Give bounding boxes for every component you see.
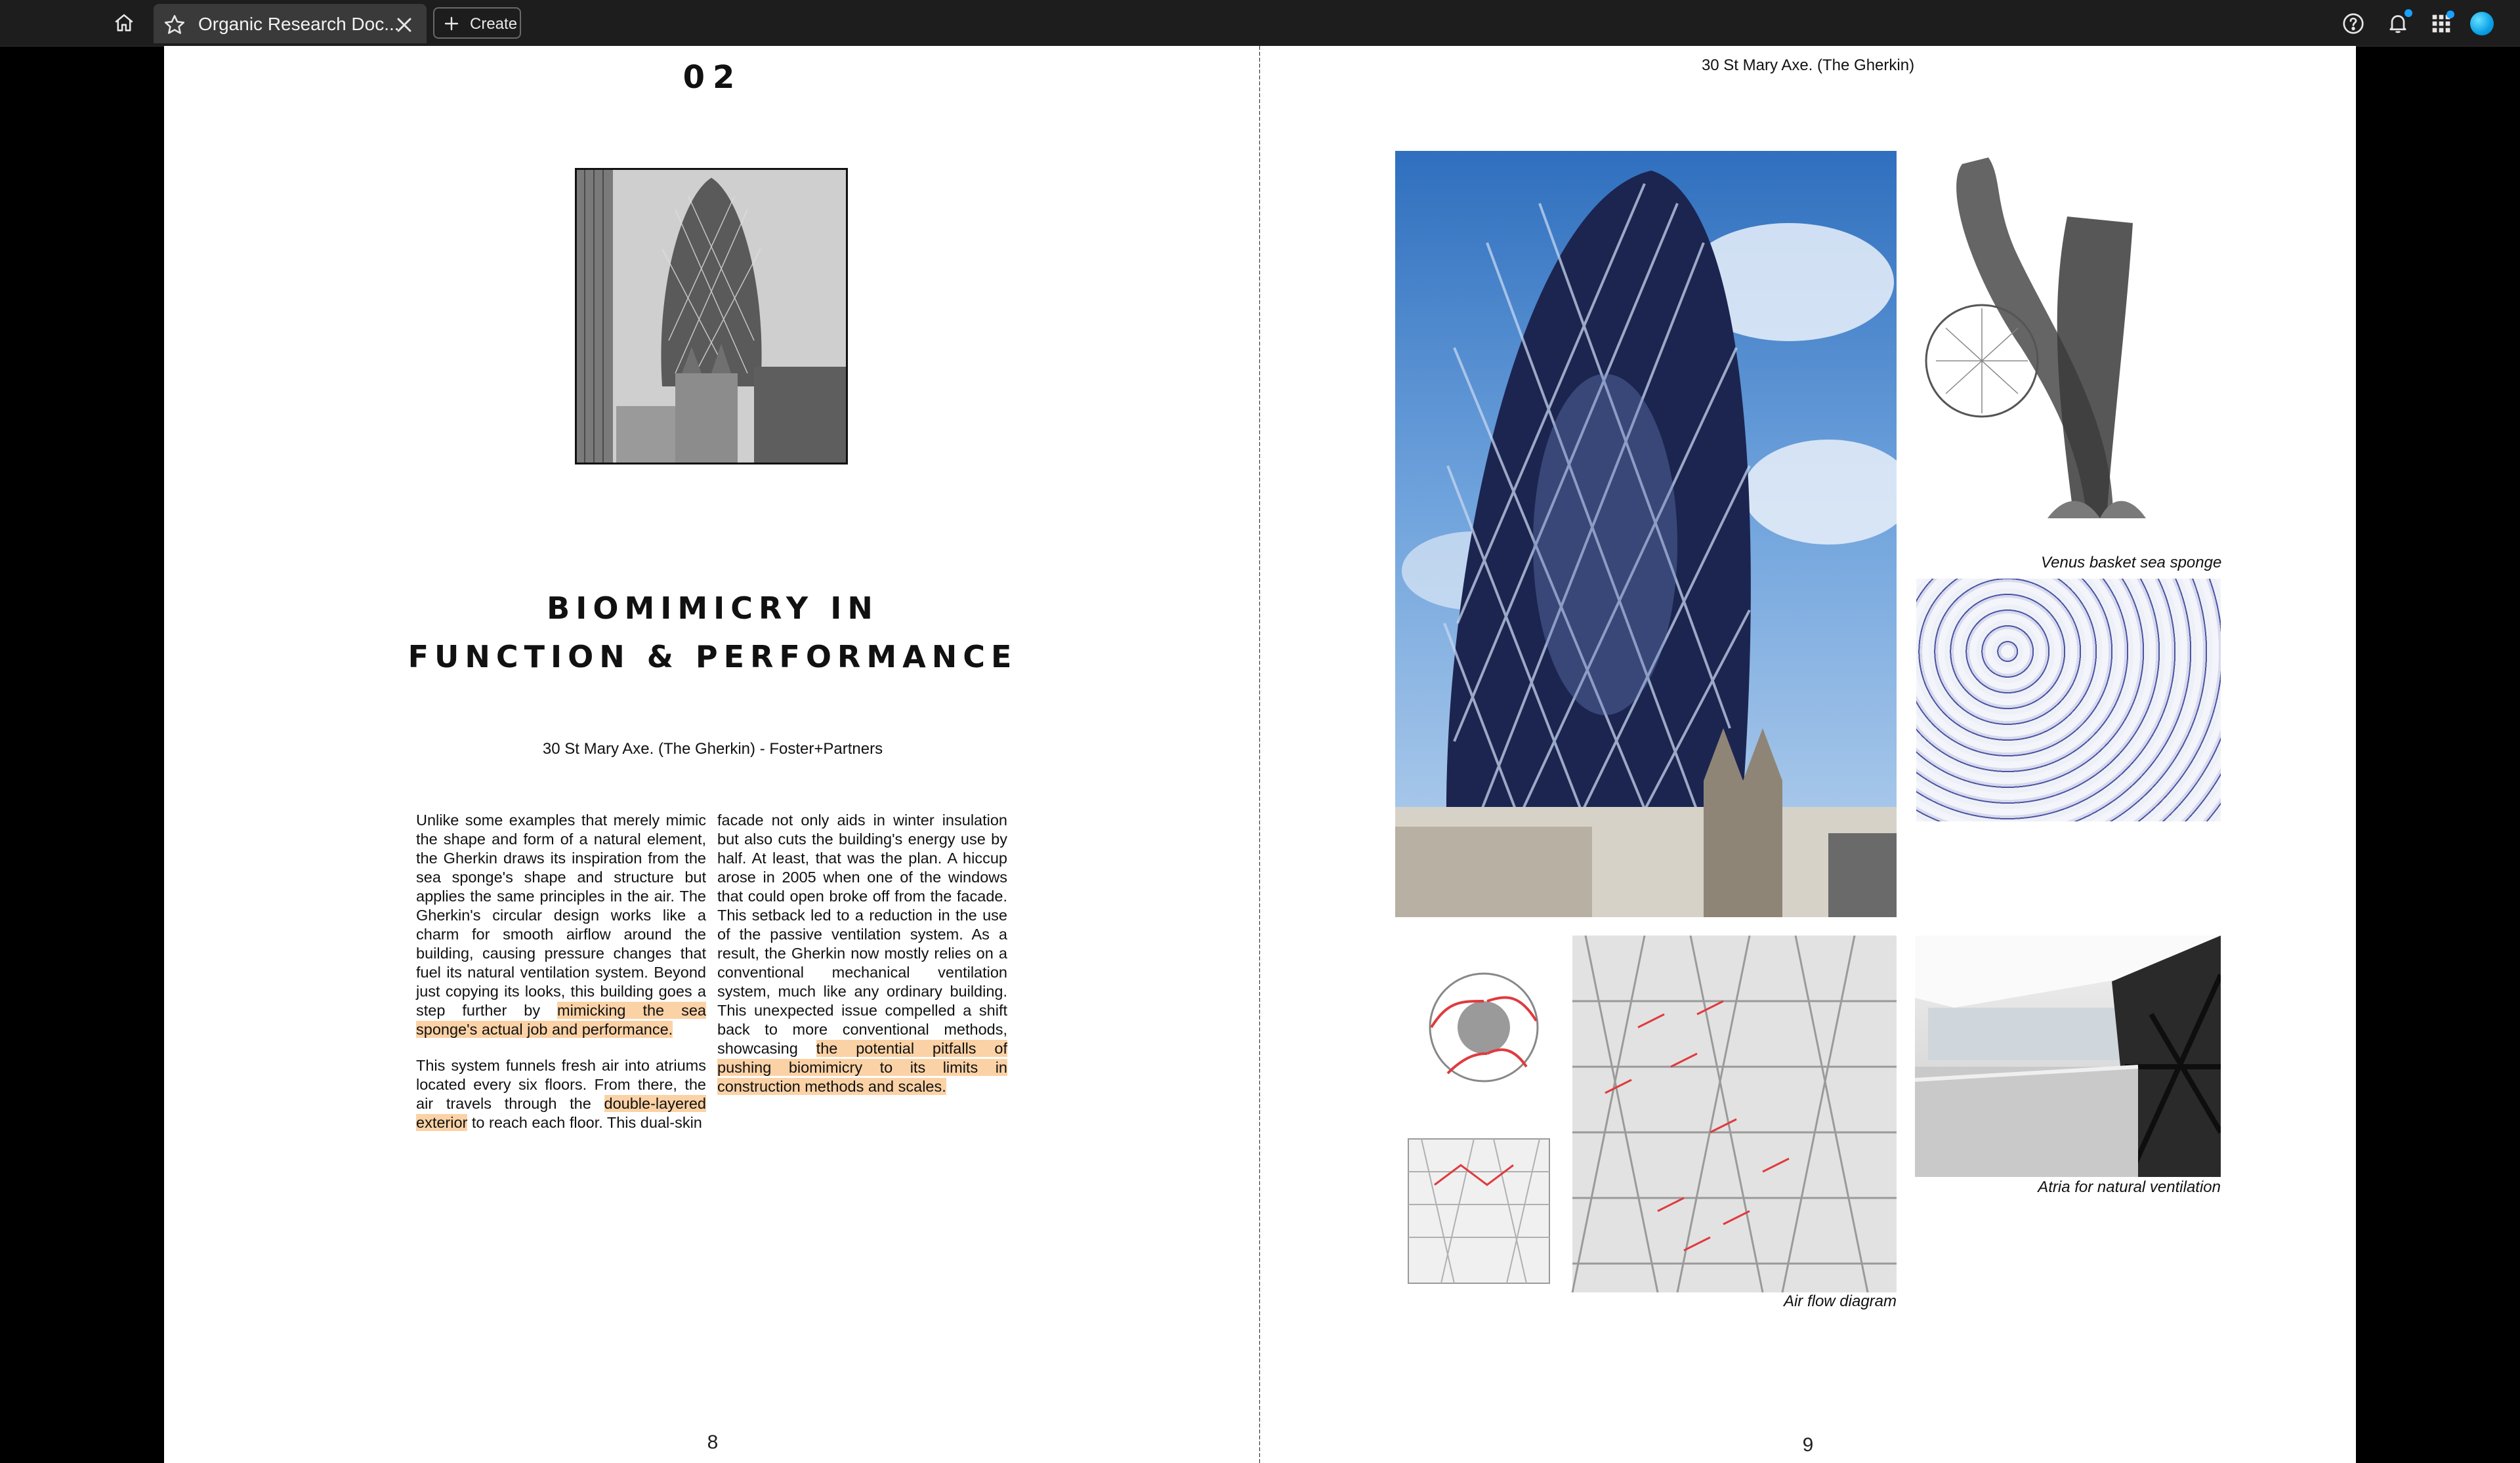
paragraph-1 xyxy=(416,811,706,1039)
body-column-1 xyxy=(416,811,706,1149)
help-button[interactable] xyxy=(2340,10,2366,37)
body-column-2 xyxy=(717,811,1007,1113)
home-button[interactable] xyxy=(105,8,143,38)
notification-dot xyxy=(2404,9,2412,17)
highlight-2[interactable]: double-layered exterior xyxy=(416,1095,706,1131)
title-line-1: BIOMIMICRY IN xyxy=(547,590,879,626)
gherkin-color-photo xyxy=(1395,151,1897,917)
atria-photo xyxy=(1915,936,2221,1177)
airflow-diagram xyxy=(1395,936,1897,1292)
notifications-button[interactable] xyxy=(2385,9,2411,37)
home-icon xyxy=(113,12,135,34)
paragraph-2 xyxy=(416,1056,706,1132)
caption-atria: Atria for natural ventilation xyxy=(2038,1178,2221,1196)
tab-title: Organic Research Doc... xyxy=(198,14,400,34)
gherkin-bw-photo xyxy=(575,168,848,464)
apps-button[interactable] xyxy=(2428,10,2454,37)
title-line-2: FUNCTION & PERFORMANCE xyxy=(408,639,1018,674)
caption-sponge: Venus basket sea sponge xyxy=(2041,554,2222,571)
app-toolbar xyxy=(0,0,2520,47)
close-icon[interactable] xyxy=(392,13,416,37)
paragraph-1-text: Unlike some examples that merely mimic the shape and form of a natural element, the Gherkin draws its inspiration from the sea sponge's shape and structure but applies the same principles in the air. The Gherkin's circular design works like a charm for smooth airflow around the building, causing pressure changes that fuel its natural ventilation system. Beyond just copying its looks, this building goes a step further by xyxy=(416,812,706,1019)
star-icon[interactable] xyxy=(163,13,186,37)
section-subtitle: 30 St Mary Axe. (The Gherkin) - Foster+Partners xyxy=(542,740,883,758)
paragraph-2-tail: to reach each floor. This dual-skin xyxy=(467,1114,702,1131)
paragraph-3 xyxy=(717,811,1007,1096)
paragraph-2-text: This system funnels fresh air into atriums located every six floors. From there, the air travels through the xyxy=(416,1057,706,1112)
create-label: Create xyxy=(470,15,518,33)
sponge-closeup-photo xyxy=(1916,579,2221,821)
page-8 xyxy=(164,46,1260,1463)
section-title xyxy=(164,584,1260,681)
caption-airflow: Air flow diagram xyxy=(1783,1292,1897,1310)
highlight-3[interactable]: the potential pitfalls of pushing biomimicry to its limits in construction methods and scales. xyxy=(717,1040,1008,1095)
venus-sponge-drawing xyxy=(1916,151,2168,531)
chapter-number: 02 xyxy=(682,59,743,96)
page-9 xyxy=(1260,46,2356,1463)
apps-badge-dot xyxy=(2446,10,2454,18)
highlight-1[interactable]: mimicking the sea sponge's actual job and performance. xyxy=(416,1002,706,1038)
page-number-9: 9 xyxy=(1802,1434,1814,1456)
paragraph-3-text: facade not only aids in winter insulation but also cuts the building's energy use by half. At least, that was the plan. A hiccup arose in 2005 when one of the windows that could open broke off from the facade. This setback led to a reduction in the use of the passive ventilation system. As a result, the Gherkin now mostly relies on a conventional mechanical ventilation system, much like any ordinary building. This unexpected issue compelled a shift back to more conventional methods, showcasing xyxy=(717,812,1007,1057)
document-tab[interactable] xyxy=(154,4,427,43)
avatar[interactable] xyxy=(2470,12,2494,35)
plus-icon xyxy=(444,16,459,31)
create-button[interactable] xyxy=(433,7,521,39)
help-icon xyxy=(2342,12,2365,35)
page-number-8: 8 xyxy=(707,1432,719,1453)
running-head: 30 St Mary Axe. (The Gherkin) xyxy=(1701,56,1915,74)
